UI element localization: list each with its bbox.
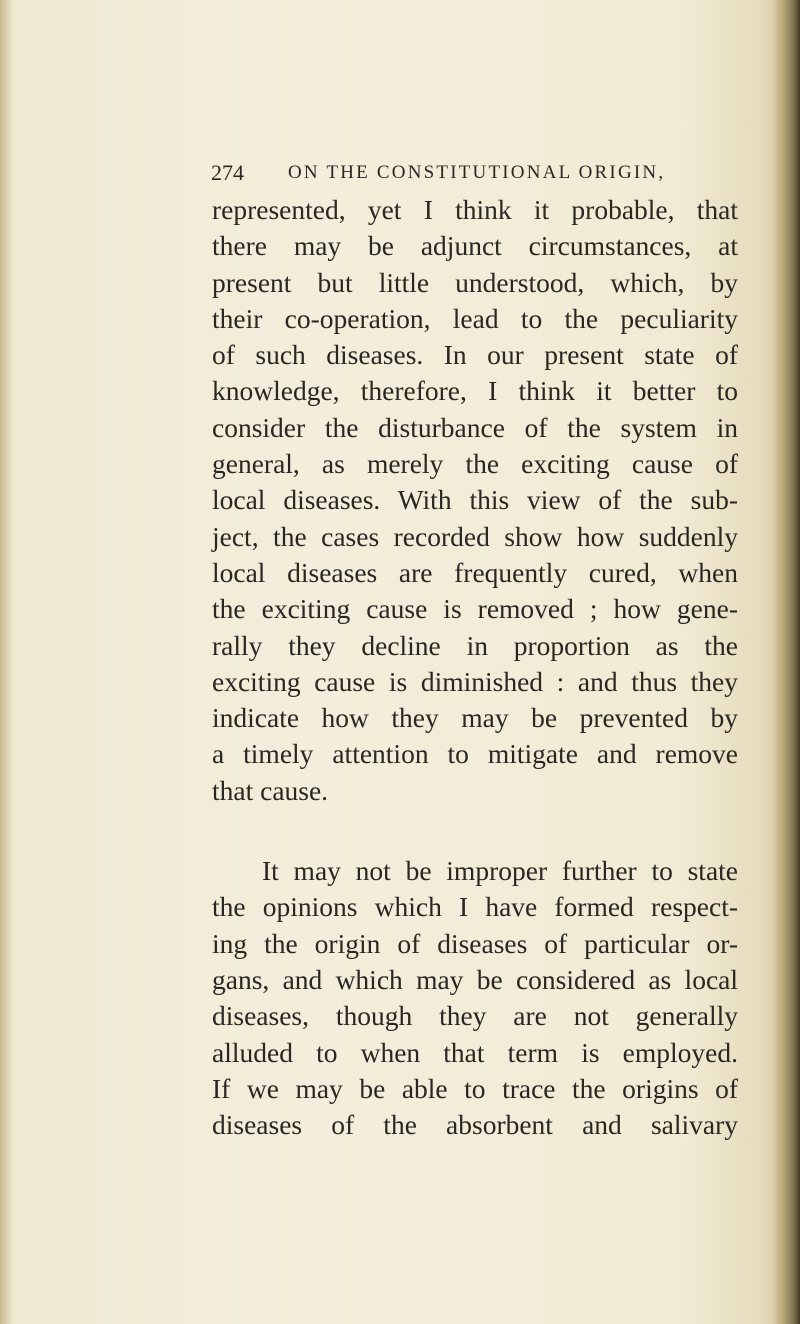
text-line: rally they decline in proportion as the [212, 629, 738, 661]
text-line: indicate how they may be prevented by [212, 702, 738, 734]
text-line: It may not be improper further to state [262, 855, 738, 887]
text-line: local diseases. With this view of the sub- [212, 484, 738, 516]
text-line: a timely attention to mitigate and remove [212, 738, 738, 770]
text-line: represented, yet I think it probable, that [212, 194, 738, 225]
paragraph-2 [212, 853, 738, 1143]
text-line: there may be adjunct circumstances, at [212, 230, 738, 262]
text-line: consider the disturbance of the system in [212, 411, 738, 443]
page-number: 274 [211, 160, 244, 185]
text-line: diseases, though they are not generally [212, 1000, 738, 1032]
paragraph-gap [212, 809, 738, 853]
text-line: ing the origin of diseases of particular or- [212, 927, 738, 959]
text-line: alluded to when that term is employed. [212, 1036, 738, 1068]
text-line: the exciting cause is removed ; how gene- [212, 593, 738, 625]
text-line: local diseases are frequently cured, when [212, 556, 738, 588]
running-head: ON THE CONSTITUTIONAL ORIGIN, [288, 162, 666, 183]
text-line: If we may be able to trace the origins of [212, 1072, 738, 1104]
page-gutter-edge [772, 0, 800, 1324]
page-header [211, 160, 711, 190]
text-line: exciting cause is diminished : and thus they [212, 665, 738, 697]
page-left-edge [0, 0, 14, 1324]
text-line: knowledge, therefore, I think it better to [212, 375, 738, 407]
text-line: their co-operation, lead to the peculiarity [212, 302, 738, 334]
text-line: ject, the cases recorded show how suddenly [212, 520, 738, 552]
paragraph-1 [212, 192, 738, 809]
text-line: the opinions which I have formed respect- [212, 891, 738, 923]
body-text [212, 192, 738, 1143]
text-line: that cause. [212, 774, 329, 806]
text-line: gans, and which may be considered as local [212, 963, 738, 995]
text-line: of such diseases. In our present state of [212, 339, 738, 371]
text-line: general, as merely the exciting cause of [212, 448, 738, 480]
text-line: present but little understood, which, by [212, 266, 738, 298]
text-line: diseases of the absorbent and salivary [212, 1109, 738, 1141]
